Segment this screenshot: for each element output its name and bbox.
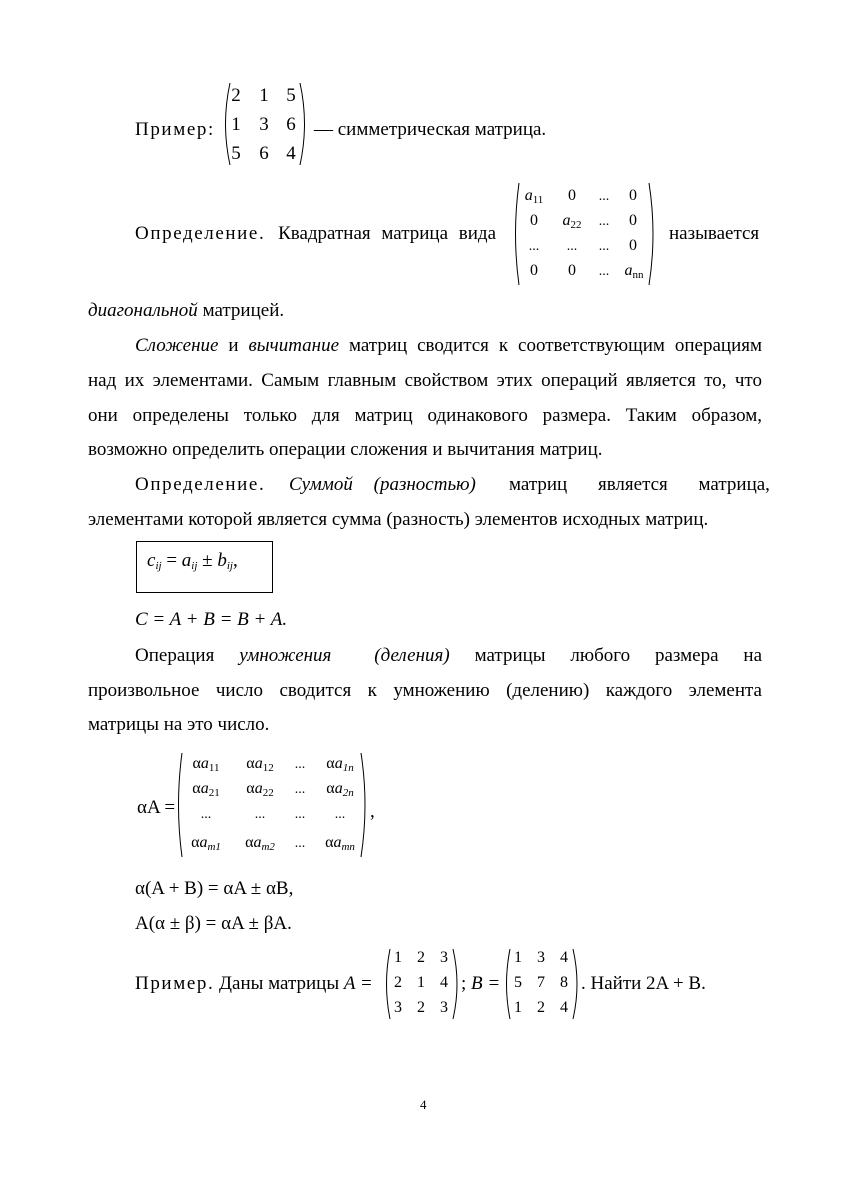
matrix-cell: 4 — [286, 143, 296, 164]
matrix-cell: 6 — [259, 143, 269, 164]
definition1-term-line — [88, 300, 284, 322]
matrix-cell: 4 — [440, 974, 448, 991]
matrix-cell: $\alpha a_{m1}$ — [191, 834, 221, 853]
matrix-cell: ... — [598, 264, 610, 279]
matrix-cell: ... — [294, 836, 306, 851]
example2-line — [135, 973, 373, 995]
matrix-cell: $\alpha a_{21}$ — [192, 780, 220, 799]
page-number: 4 — [420, 1097, 427, 1112]
matrix-cell: 1 — [514, 949, 522, 966]
example2-separator: ; — [461, 973, 467, 994]
definition1-term-tail: матрицей. — [202, 300, 285, 321]
matrix-cell: 1 — [259, 85, 269, 106]
paragraph1-line3: они определены только для матриц одинакового размера. Таким образом, — [88, 405, 762, 426]
matrix-cell: 2 — [231, 85, 241, 106]
matrix-cell: ... — [598, 214, 610, 229]
matrix-cell: 3 — [394, 999, 402, 1016]
matrix-cell: $a_{22}$ — [562, 212, 582, 231]
paragraph2-line2: произвольное число сводится к умножению (делению) каждого элемента — [88, 680, 762, 701]
matrix-cell: $\alpha a_{11}$ — [192, 755, 220, 774]
matrix-cell: 4 — [560, 999, 568, 1016]
example2-a-eq: A = — [343, 973, 373, 994]
alpha-matrix-comma: , — [370, 801, 375, 822]
matrix-cell: ... — [294, 757, 306, 772]
matrix-cell: 1 — [417, 974, 425, 991]
matrix-cell: 0 — [568, 262, 576, 279]
definition2-line2: элементами которой является сумма (разность) элементов исходных матриц. — [88, 509, 709, 530]
definition2-term: Суммой (разностью) — [289, 474, 476, 495]
matrix-cell: 3 — [440, 949, 448, 966]
formula-box-content: $c_{ij} = a_{ij} \pm b_{ij}$, — [147, 550, 238, 572]
symmetric-matrix — [221, 80, 309, 168]
diagonal-matrix — [512, 180, 657, 288]
matrix-cell: 3 — [259, 114, 269, 135]
matrix-cell: $a_{11}$ — [524, 187, 544, 206]
example2-b-eq: B = — [471, 973, 501, 994]
definition2-label: Определение. — [135, 474, 266, 495]
matrix-cell: ... — [566, 239, 578, 254]
matrix-cell: 5 — [231, 143, 241, 164]
matrix-cell: ... — [334, 807, 346, 822]
matrix-cell: ... — [294, 782, 306, 797]
matrix-cell: 2 — [417, 999, 425, 1016]
matrix-cell: 4 — [560, 949, 568, 966]
paragraph2-line3: матрицы на это число. — [88, 714, 270, 735]
alpha-matrix-lhs: αA = — [137, 797, 176, 818]
matrix-cell: 0 — [530, 212, 538, 229]
matrix-cell: 3 — [537, 949, 545, 966]
alpha-matrix — [175, 750, 370, 860]
matrix-cell: 1 — [231, 114, 241, 135]
matrix-cell: $\alpha a_{2n}$ — [326, 780, 354, 799]
matrix-cell: $\alpha a_{mn}$ — [325, 834, 355, 853]
matrix-cell: 0 — [568, 187, 576, 204]
matrix-cell: $\alpha a_{m2}$ — [245, 834, 275, 853]
matrix-cell: 1 — [394, 949, 402, 966]
matrix-cell: 2 — [417, 949, 425, 966]
paragraph1-line1: Сложение и вычитание матриц сводится к соответствующим операциям — [135, 335, 762, 356]
matrix-cell: 1 — [514, 999, 522, 1016]
definition2-rest: матриц является матрица, — [509, 474, 770, 495]
paragraph1-line4: возможно определить операции сложения и вычитания матриц. — [88, 439, 603, 460]
example2-label: Пример. — [135, 973, 215, 994]
definition1-label: Определение. — [135, 223, 266, 244]
matrix-cell: $\alpha a_{22}$ — [246, 780, 274, 799]
matrix-cell: 2 — [537, 999, 545, 1016]
matrix-cell: 8 — [560, 974, 568, 991]
matrix-cell: 0 — [629, 187, 637, 204]
matrix-cell: 2 — [394, 974, 402, 991]
paragraph1-line2: над их элементами. Самым главным свойством этих операций является то, что — [88, 370, 762, 391]
formula-sum-commutative: C = A + B = B + A. — [135, 609, 288, 630]
matrix-cell: $\alpha a_{1n}$ — [326, 755, 354, 774]
paragraph2-line1: Операция умножения (деления) матрицы любого размера на — [135, 645, 763, 666]
formula-alpha-distributive1: α(A + B) = αA ± αB, — [135, 878, 294, 899]
matrix-cell: 5 — [514, 974, 522, 991]
definition1-text: Квадратная матрица вида — [278, 223, 497, 244]
matrix-cell: $\alpha a_{12}$ — [246, 755, 274, 774]
matrix-A — [383, 946, 461, 1022]
matrix-cell: 5 — [286, 85, 296, 106]
matrix-cell: 3 — [440, 999, 448, 1016]
matrix-cell: ... — [200, 807, 212, 822]
formula-alpha-distributive2: A(α ± β) = αA ± βA. — [135, 913, 292, 934]
matrix-cell: ... — [254, 807, 266, 822]
example2-text: Даны матрицы — [219, 973, 340, 994]
example1-caption: — симметрическая матрица. — [314, 119, 547, 140]
example2-b-part — [461, 973, 500, 995]
matrix-cell: 0 — [629, 212, 637, 229]
example1-label: Пример: — [135, 119, 215, 140]
matrix-cell: 0 — [629, 237, 637, 254]
matrix-B — [503, 946, 581, 1022]
matrix-cell: 0 — [530, 262, 538, 279]
matrix-cell: ... — [598, 239, 610, 254]
matrix-cell: ... — [598, 189, 610, 204]
definition1-after: называется — [669, 223, 760, 244]
matrix-cell: ... — [294, 807, 306, 822]
matrix-cell: 7 — [537, 974, 545, 991]
matrix-cell: $a_{nn}$ — [624, 262, 644, 281]
definition1-term: диагональной — [88, 300, 198, 321]
definition1-line — [135, 223, 496, 245]
example2-task: . Найти 2A + B. — [581, 973, 706, 994]
matrix-cell: ... — [528, 239, 540, 254]
matrix-cell: 6 — [286, 114, 296, 135]
